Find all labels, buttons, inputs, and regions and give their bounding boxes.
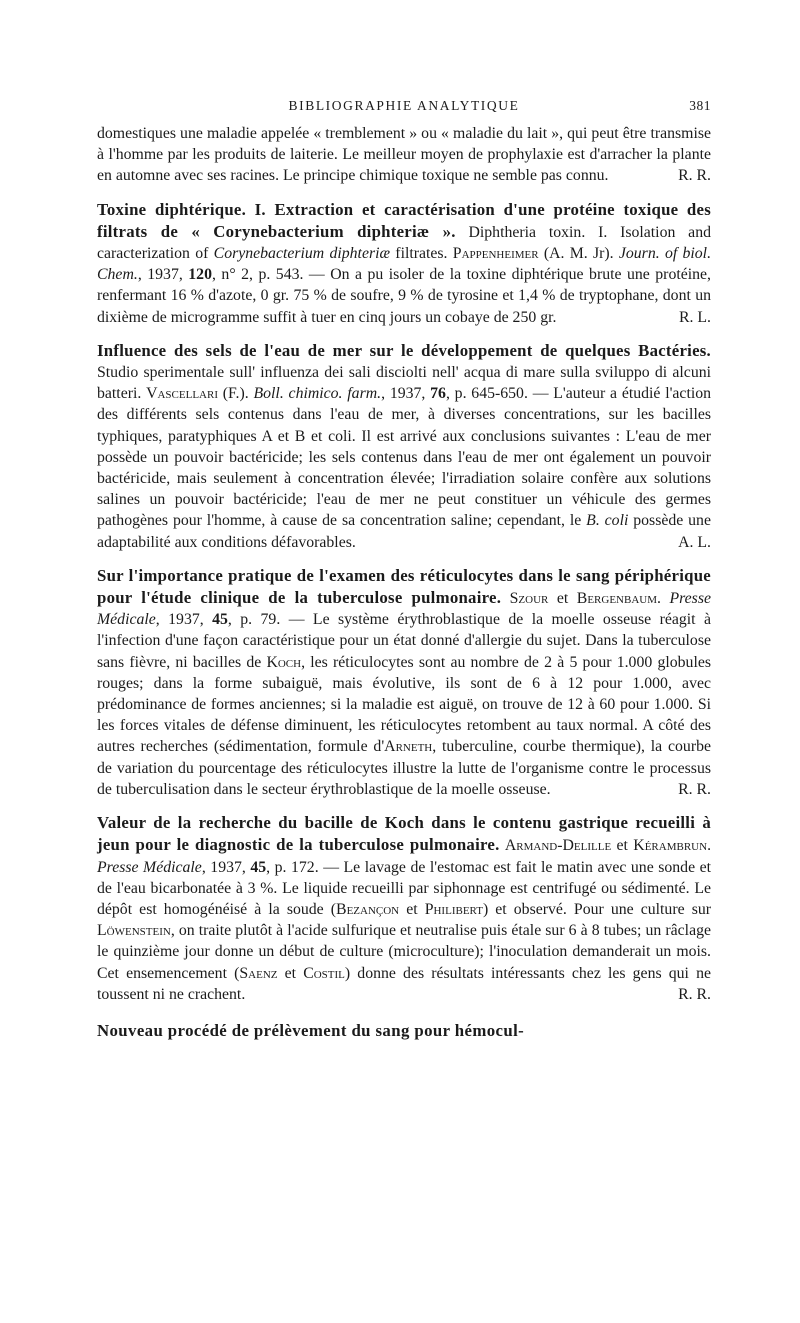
entry-signature: R. R. <box>678 985 711 1003</box>
citation-volume: 76 <box>430 385 446 403</box>
citation-pages: , p. 172. <box>266 858 319 876</box>
author-name: Vascellari <box>146 385 218 403</box>
abstract-body: ) et observé. Pour une culture sur <box>482 900 711 918</box>
author-join: et <box>611 837 634 855</box>
abstract-body: — On a pu isoler de la toxine diphtérique brute une protéine, renfermant 16 % d'azote, 0 gr. 75 % de soufre, 9 % de tyrosine et 1,4 % de tryptophane, dont un dixième de microgramme suffit à tuer en cinq jours un cobaye de 250 gr. <box>97 266 711 326</box>
citation-mid: filtrates. <box>390 245 453 263</box>
author-join: et <box>548 590 577 608</box>
entry-title: Valeur de la recherche du bacille de Koch dans le contenu gastrique recueilli à jeun pour le diagnostic de la tuberculose pulmonaire. <box>97 813 711 855</box>
citation-pages: , p. 79. <box>227 611 281 629</box>
abstract-body-end: possède une adaptabilité aux conditions défavorables. <box>97 512 711 551</box>
abstract-body: et <box>277 964 304 982</box>
abstract-body: — L'auteur a étudié l'action des différents sels contenus dans l'eau de mer, à diverses concentrations, sur les bacilles typhiques, paratyphiques A et B et coli. Il est arrivé aux conclusions suivantes : L'eau de mer possède un pouvoir bactéricide; les sels contenus dans l'eau de mer ont également un pouvoir bactéricide, mais seulement à concentration élevée; l'irradiation solaire confère aux solutions salines un pouvoir bactéricide; l'eau de mer ne peut constituer un véhicule des germes pathogènes pour l'homme, à cause de sa concentration saline; cependant, le <box>97 385 712 530</box>
citation-latin-name: Corynebacterium diphteriæ <box>213 245 391 263</box>
journal-name: Presse Médicale <box>97 590 711 629</box>
trailing-entry-heading: Nouveau procédé de prélèvement du sang pour hémocul- <box>97 1020 525 1040</box>
citation-intro: Diphtheria toxin. I. Isolation and caracterization of <box>97 223 711 263</box>
abstract-body-end: , tuberculine, courbe thermique), la courbe de variation du pourcentage des réticulocytes illustre la lutte de l'organisme contre le processus de tuberculisation dans le secteur érythroblastique de la moelle osseuse. <box>97 738 711 798</box>
journal-page <box>97 96 711 1041</box>
running-head <box>97 96 711 118</box>
citation-volume: 120 <box>188 266 212 284</box>
abstract-entry-diphtheria-toxin <box>97 199 711 328</box>
entry-signature: R. L. <box>678 308 711 326</box>
author-initials: (F.). <box>218 385 254 403</box>
person-name: Löwenstein <box>97 922 171 940</box>
person-name: Koch <box>266 653 302 671</box>
entry-signature: A. L. <box>678 533 711 551</box>
abstract-body: , on traite plutôt à l'acide sulfurique et neutralise puis étale sur 6 à 8 tubes; un râclage le quinzième jour donne un début de culture (microculture); l'inoculation demanderait un mois. Cet ensemencement ( <box>97 922 711 982</box>
citation-year: , 1937, <box>201 858 251 876</box>
abstract-entry-sea-water-salts <box>97 340 711 553</box>
abstract-body: — Le système érythroblastique de la moelle osseuse réagit à l'infection d'une façon caractéristique pour un état donné d'allergie du sujet. Dans la tuberculose sans fièvre, ni bacilles de <box>97 611 711 671</box>
journal-name: Presse Médicale <box>97 858 202 876</box>
journal-name: Journ. of biol. Chem. <box>97 245 712 284</box>
citation-pages: , n° 2, p. 543. <box>211 266 304 284</box>
author-name: Armand-Delille <box>504 837 612 855</box>
citation-year: , 1937, <box>381 385 431 403</box>
abstract-body: — Le lavage de l'estomac est fait le matin avec une sonde et de l'eau bicarbonatée à 3 %. Le liquide recueilli par siphonnage est centrifugé ou sédimenté. Le dépôt est homogénéisé à la soude ( <box>97 858 712 918</box>
species-name: B. coli <box>586 512 629 530</box>
citation-volume: 45 <box>250 858 267 876</box>
entry-title: Influence des sels de l'eau de mer sur le développement de quelques Bactéries. <box>97 340 711 360</box>
citation-volume: 45 <box>212 611 228 629</box>
author-name: Bergenbaum <box>576 590 657 608</box>
entry-title: Sur l'importance pratique de l'examen des réticulocytes dans le sang périphérique pour l'étude clinique de la tuberculose pulmonaire. <box>97 565 711 608</box>
author-end: . <box>657 590 670 608</box>
abstract-body: et <box>399 900 425 918</box>
person-name: Saenz <box>239 964 278 982</box>
person-name: Philibert <box>424 900 483 918</box>
page-number: 381 <box>689 98 711 113</box>
person-name: Bezançon <box>336 900 400 918</box>
citation-intro: Studio sperimentale sull' influenza dei sali disciolti nell' acqua di mare sulla sviluppo di alcuni batteri. <box>97 364 711 403</box>
continuation-text: domestiques une maladie appelée « tremblement » ou « maladie du lait », qui peut être transmise à l'homme par les produits de laiterie. Le meilleur moyen de prophylaxie est d'arracher la plante en automne avec ses racines. Le principe chimique toxique ne semble pas connu. <box>97 125 711 185</box>
abstract-body-end: ) donne des résultats intéressants chez les gens qui ne toussent ni ne crachent. <box>97 964 712 1003</box>
abstract-entry-koch-bacillus-gastric <box>97 812 711 1005</box>
author-end: . <box>707 837 712 855</box>
author-name: Pappenheimer <box>452 245 539 263</box>
citation-pages: , p. 645-650. <box>445 385 528 403</box>
journal-name: Boll. chimico. farm. <box>253 385 382 403</box>
abstract-entry-reticulocytes <box>97 565 711 800</box>
person-name: Arneth <box>384 738 433 756</box>
author-name: Szour <box>509 590 549 608</box>
continuation-paragraph <box>97 123 711 187</box>
citation-year: , 1937, <box>137 266 189 284</box>
citation-year: , 1937, <box>155 611 213 629</box>
author-initials: (A. M. Jr). <box>538 245 619 263</box>
person-name: Costil <box>303 964 345 982</box>
entry-signature: R. R. <box>678 780 711 798</box>
author-name: Kérambrun <box>633 837 708 855</box>
abstract-body: , les réticulocytes sont au nombre de 2 à 5 pour 1.000 globules rouges; dans la forme subaiguë, mais évolutive, ils sont de 6 à 12 pour 1.000, avec prédominance de formes anciennes; si la maladie est aiguë, on trouve de 12 à 60 pour 1.000. Si les forces vitales de défense diminuent, les réticulocytes retombent au taux normal. A côté des autres recherches (sédimentation, formule d' <box>97 653 711 756</box>
entry-title: Toxine diphtérique. I. Extraction et caractérisation d'une protéine toxique des filtrats de « Corynebacterium diphteriæ ». <box>97 199 711 241</box>
running-title: BIBLIOGRAPHIE ANALYTIQUE <box>288 98 520 113</box>
continuation-signature: R. R. <box>678 167 711 185</box>
